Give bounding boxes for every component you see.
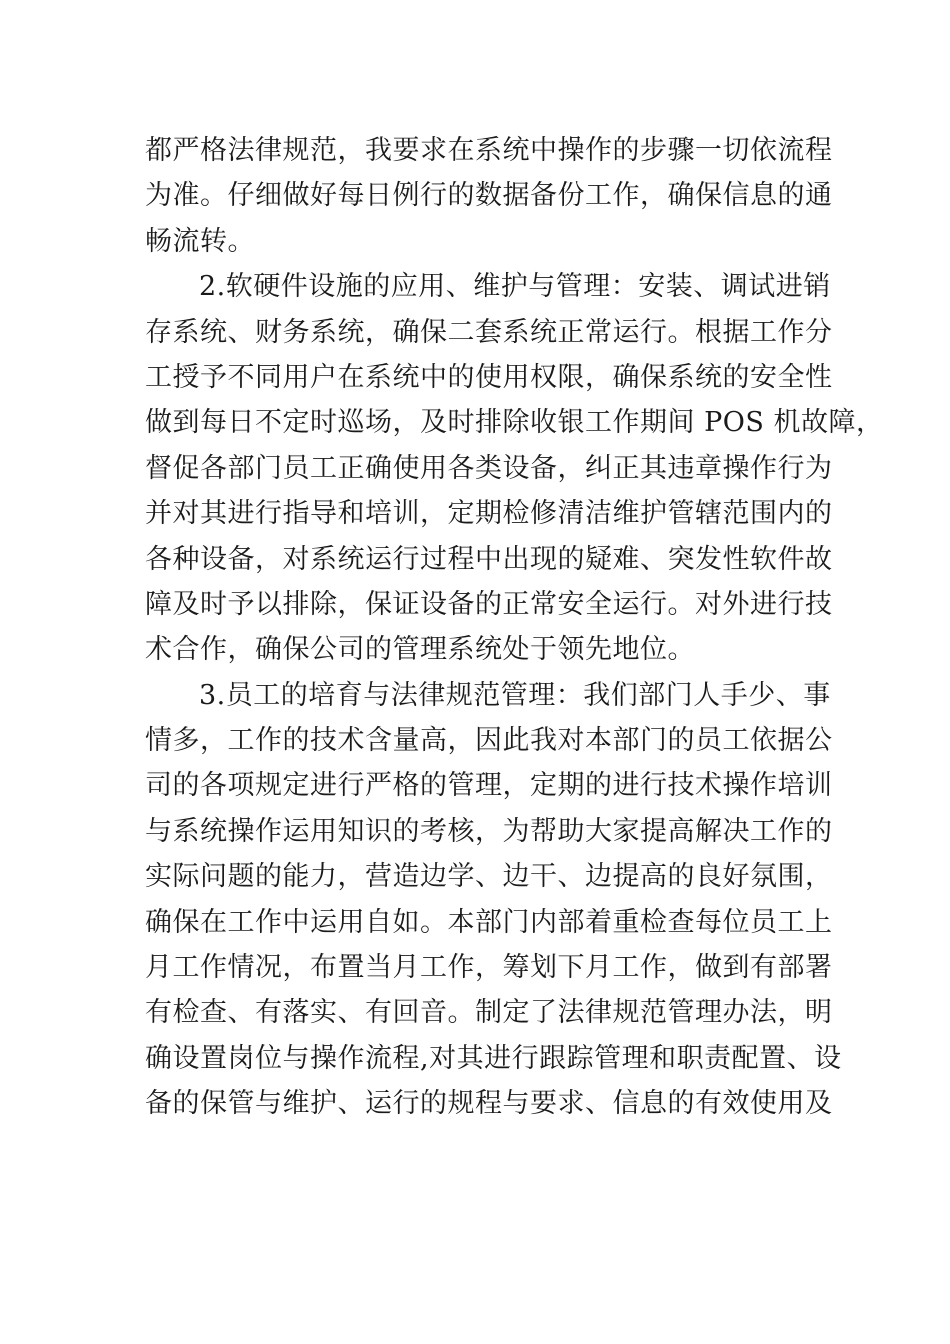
text-line: 工授予不同用户在系统中的使用权限，确保系统的安全性 <box>145 361 833 393</box>
text-line: 司的各项规定进行严格的管理，定期的进行技术操作培训 <box>145 770 833 802</box>
text-line: 与系统操作运用知识的考核，为帮助大家提高解决工作的 <box>145 815 833 847</box>
text-line: 障及时予以排除，保证设备的正常安全运行。对外进行技 <box>145 588 833 620</box>
text-line: 实际问题的能力，营造边学、边干、边提高的良好氛围， <box>145 861 833 893</box>
text-line: 做到每日不定时巡场，及时排除收银工作期间 POS 机故障， <box>145 407 884 439</box>
document-body <box>145 128 884 1127</box>
text-line: 备的保管与维护、运行的规程与要求、信息的有效使用及 <box>145 1088 833 1120</box>
text-line: 确设置岗位与操作流程,对其进行跟踪管理和职责配置、设 <box>145 1042 842 1074</box>
text-line: 有检查、有落实、有回音。制定了法律规范管理办法，明 <box>145 997 833 1029</box>
text-line: 月工作情况，布置当月工作，筹划下月工作，做到有部署 <box>145 952 833 984</box>
text-line: 都严格法律规范，我要求在系统中操作的步骤一切依流程 <box>145 135 833 166</box>
text-line: 确保在工作中运用自如。本部门内部着重检查每位员工上 <box>145 906 833 938</box>
text-line: 术合作，确保公司的管理系统处于领先地位。 <box>145 634 695 666</box>
paragraph-3-first-line: 3.员工的培育与法律规范管理：我们部门人手少、事 <box>199 679 831 711</box>
text-line: 各种设备，对系统运行过程中出现的疑难、突发性软件故 <box>145 543 833 575</box>
text-line: 存系统、财务系统，确保二套系统正常运行。根据工作分 <box>145 316 833 348</box>
paragraph-2-first-line: 2.软硬件设施的应用、维护与管理：安装、调试进销 <box>199 271 831 303</box>
text-line: 督促各部门员工正确使用各类设备，纠正其违章操作行为 <box>145 452 833 484</box>
text-line: 为准。仔细做好每日例行的数据备份工作，确保信息的通 <box>145 180 833 212</box>
text-line: 畅流转。 <box>145 225 255 257</box>
text-line: 并对其进行指导和培训，定期检修清洁维护管辖范围内的 <box>145 498 833 530</box>
text-line: 情多，工作的技术含量高，因此我对本部门的员工依据公 <box>145 725 833 757</box>
